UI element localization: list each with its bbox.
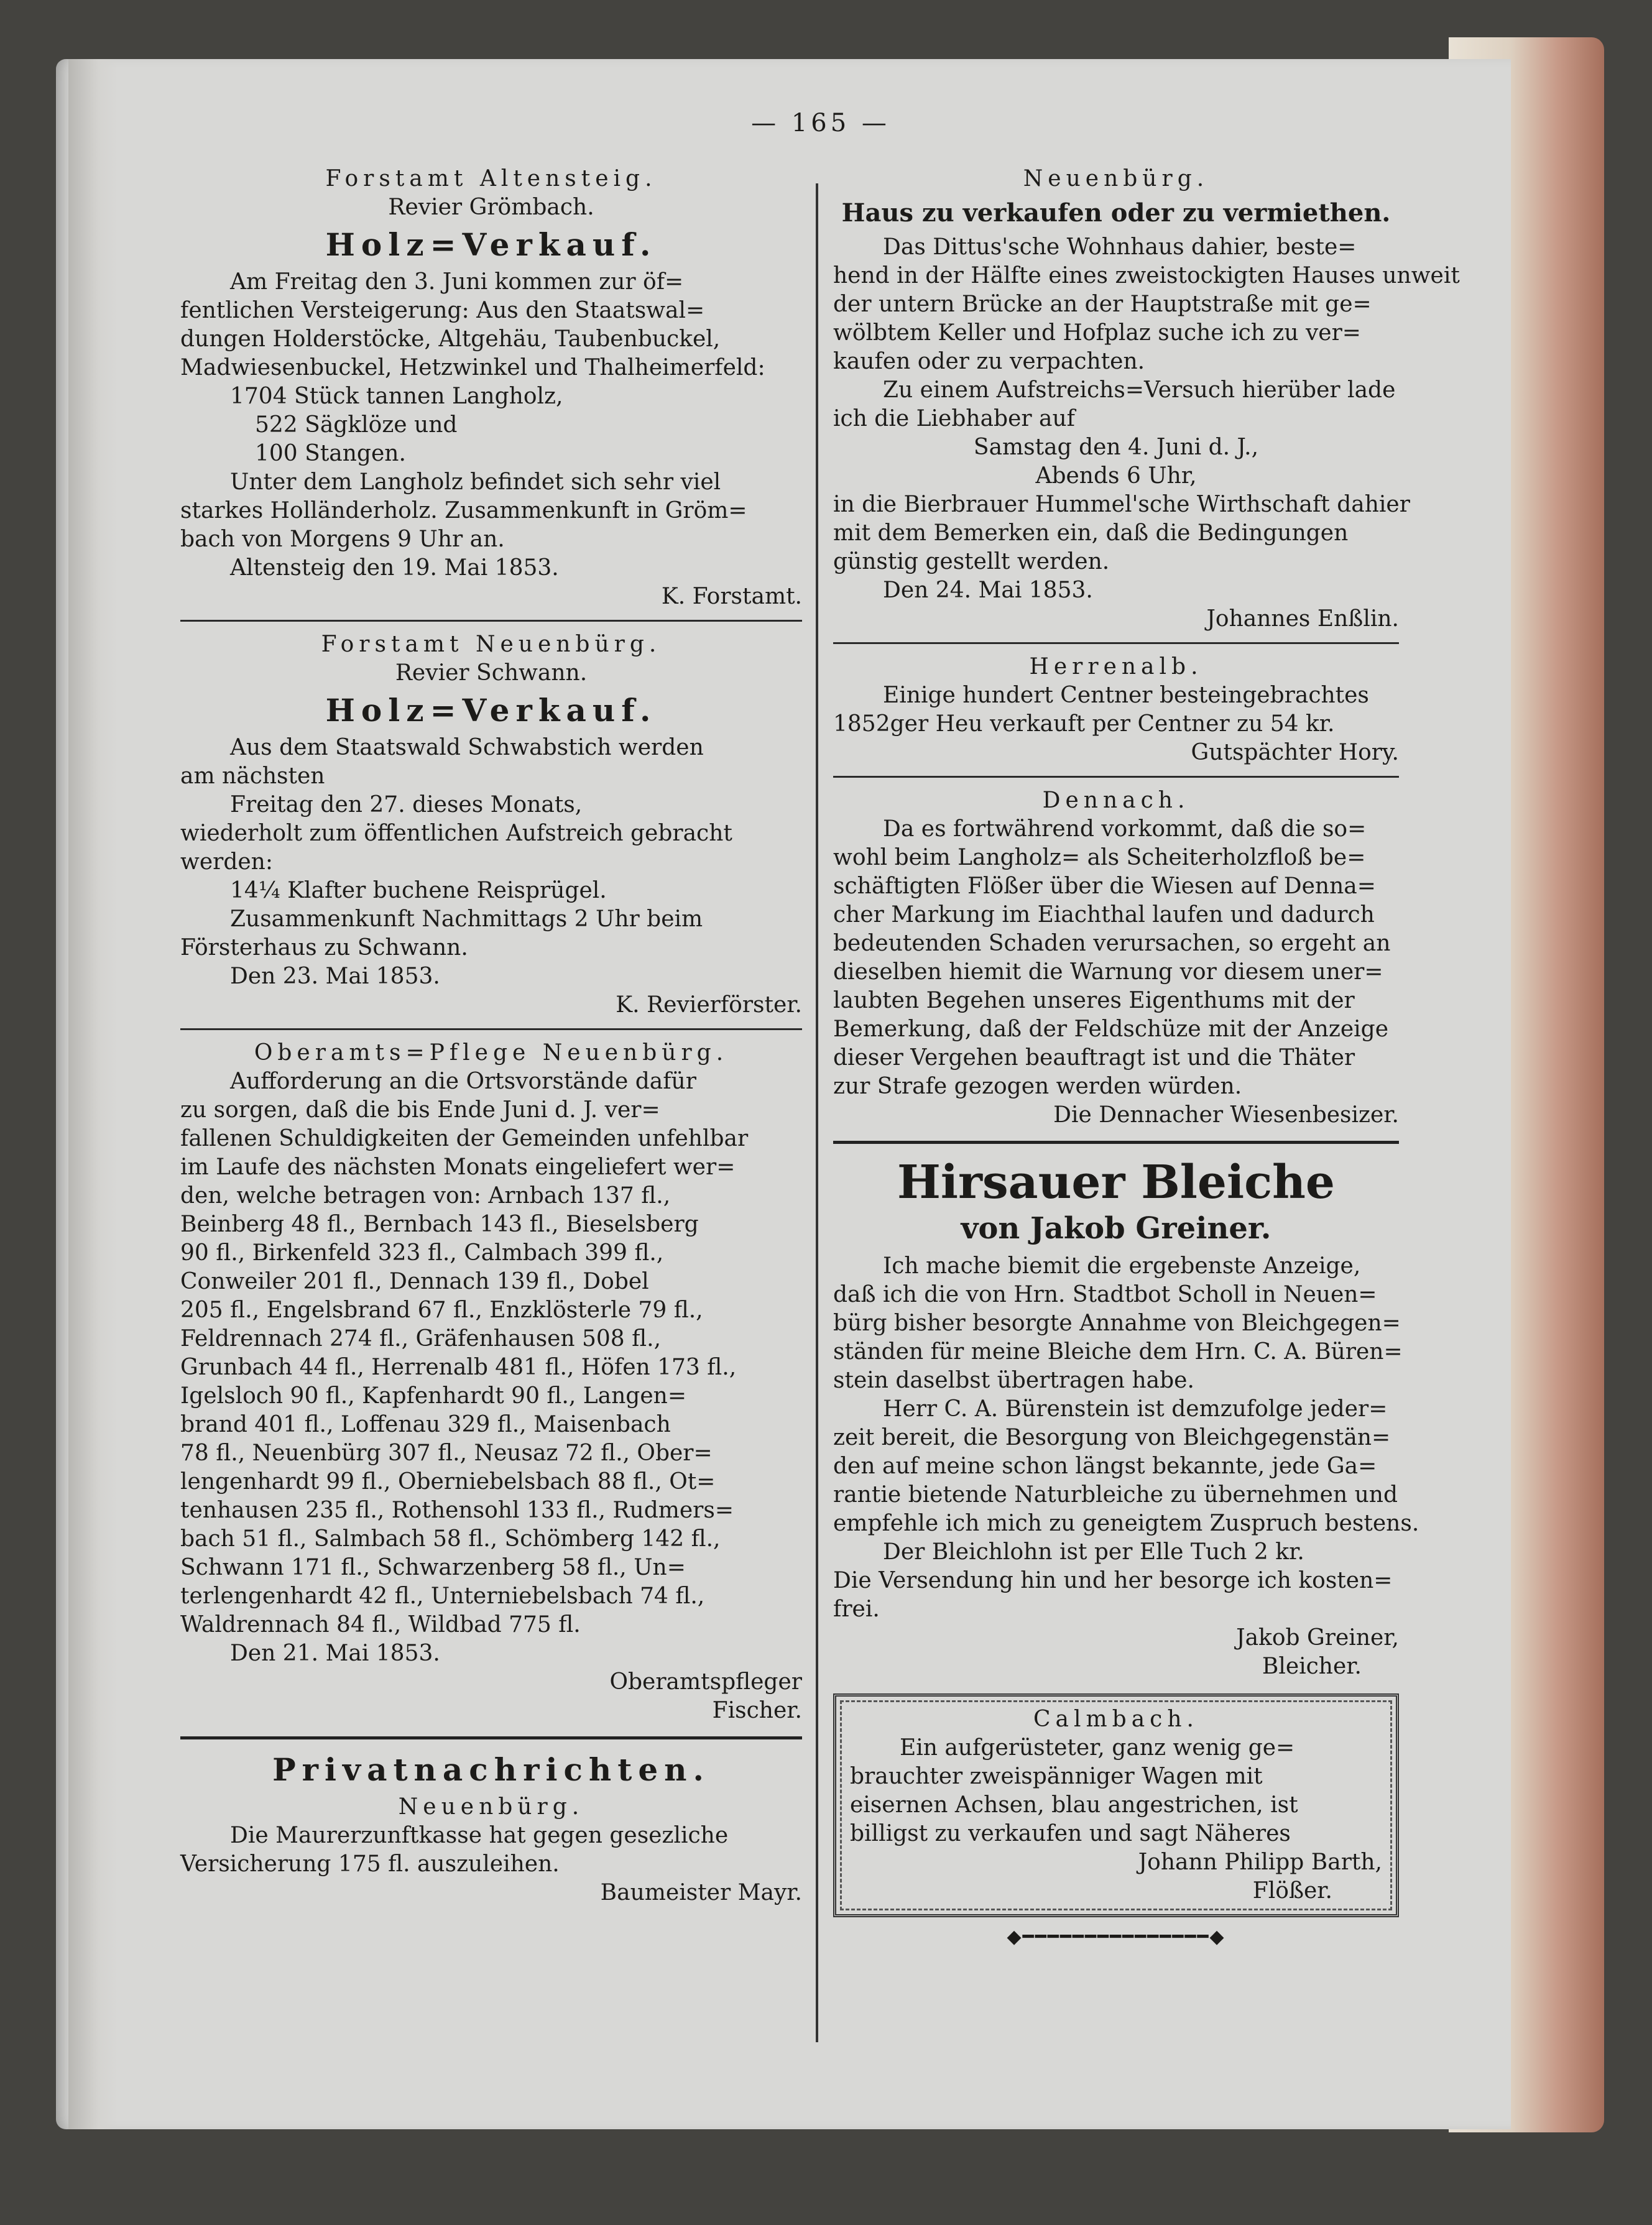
notice-line: schäftigten Flößer über die Wiesen auf Denna= xyxy=(833,873,1376,899)
notice-signature: Flößer. xyxy=(1252,1878,1332,1904)
advert-line: zeit bereit, die Besorgung von Bleichgegenstän= xyxy=(833,1425,1391,1450)
notice-title: Holz=Verkauf. xyxy=(325,692,657,729)
notice-office: Forstamt Altensteig. xyxy=(325,166,657,191)
advert-line: frei. xyxy=(833,1596,880,1622)
advert-line: den auf meine schon längst bekannte, jede Ga= xyxy=(833,1453,1377,1479)
notice-line: Das Dittus'sche Wohnhaus dahier, beste= xyxy=(883,234,1357,260)
notice-line: werden: xyxy=(180,849,273,875)
notice-line: Försterhaus zu Schwann. xyxy=(180,935,468,960)
newspaper-page xyxy=(56,59,1511,2129)
notice-herrenalb xyxy=(833,653,1399,767)
notice-line: zu sorgen, daß die bis Ende Juni d. J. ver= xyxy=(180,1097,660,1123)
notice-line: im Laufe des nächsten Monats eingeliefert wer= xyxy=(180,1154,736,1180)
notice-line: wiederholt zum öffentlichen Aufstreich gebracht xyxy=(180,821,732,846)
notice-line: Feldrennach 274 fl., Gräfenhausen 508 fl., xyxy=(180,1326,662,1352)
notice-title: Haus zu verkaufen oder zu vermiethen. xyxy=(841,198,1391,228)
notice-line: ich die Liebhaber auf xyxy=(833,406,1076,431)
advert-line: rantie bietende Naturbleiche zu übernehmen und xyxy=(833,1482,1398,1508)
notice-line: hend in der Hälfte eines zweistockigten Hauses unweit xyxy=(833,263,1460,288)
separator-rule xyxy=(180,620,802,622)
notice-line: bach 51 fl., Salmbach 58 fl., Schömberg 142 fl., xyxy=(180,1526,721,1552)
notice-date: Altensteig den 19. Mai 1853. xyxy=(230,555,559,581)
notice-line: fentlichen Versteigerung: Aus den Staatswal= xyxy=(180,298,705,323)
notice-signature: Fischer. xyxy=(712,1698,802,1723)
advert-line: empfehle ich mich zu geneigtem Zuspruch bestens. xyxy=(833,1511,1419,1536)
separator-rule xyxy=(833,642,1399,644)
notice-signature: Baumeister Mayr. xyxy=(600,1880,802,1905)
notice-line: Zu einem Aufstreichs=Versuch hierüber lade xyxy=(883,377,1396,403)
notice-signature: Gutspächter Hory. xyxy=(1191,740,1399,765)
advert-signature: Bleicher. xyxy=(1262,1654,1362,1679)
notice-line: 78 fl., Neuenbürg 307 fl., Neusaz 72 fl., Ober= xyxy=(180,1440,713,1466)
advert-line: daß ich die von Hrn. Stadtbot Scholl in Neuen= xyxy=(833,1282,1377,1307)
notice-line: Da es fortwährend vorkommt, daß die so= xyxy=(883,816,1367,842)
separator-rule xyxy=(833,1141,1399,1144)
notice-forstamt-neuenbuerg xyxy=(180,630,802,1020)
advert-line: Die Versendung hin und her besorge ich kosten= xyxy=(833,1568,1393,1593)
notice-line: Schwann 171 fl., Schwarzenberg 58 fl., Un= xyxy=(180,1555,686,1580)
notice-line: Ein aufgerüsteter, ganz wenig ge= xyxy=(900,1735,1295,1761)
notice-line: Unter dem Langholz befindet sich sehr viel xyxy=(230,469,721,495)
notice-line: Conweiler 201 fl., Dennach 139 fl., Dobel xyxy=(180,1269,649,1294)
notice-line: Versicherung 175 fl. auszuleihen. xyxy=(180,1851,560,1877)
notice-maurerzunftkasse xyxy=(180,1793,802,1907)
notice-item: 100 Stangen. xyxy=(255,441,406,466)
notice-line: lengenhardt 99 fl., Oberniebelsbach 88 fl., Ot= xyxy=(180,1469,716,1495)
notice-line: dungen Holderstöcke, Altgehäu, Taubenbuckel, xyxy=(180,326,721,352)
advert-line: Der Bleichlohn ist per Elle Tuch 2 kr. xyxy=(883,1539,1304,1565)
notice-line: Zusammenkunft Nachmittags 2 Uhr beim xyxy=(230,906,703,932)
separator-rule xyxy=(833,776,1399,778)
notice-dennach xyxy=(833,786,1399,1130)
notice-line: Aus dem Staatswald Schwabstich werden xyxy=(230,735,704,760)
notice-line: cher Markung im Eiachthal laufen und dadurch xyxy=(833,902,1375,928)
page-number: — 165 — xyxy=(751,109,890,137)
notice-line: eisernen Achsen, blau angestrichen, ist xyxy=(850,1792,1298,1818)
notice-line: brand 401 fl., Loffenau 329 fl., Maisenbach xyxy=(180,1412,671,1437)
notice-place: Herrenalb. xyxy=(1029,654,1203,679)
notice-line: wölbtem Keller und Hofplaz suche ich zu ver= xyxy=(833,320,1361,346)
notice-district: Revier Schwann. xyxy=(395,660,588,686)
notice-line: Einige hundert Centner besteingebrachtes xyxy=(883,683,1369,708)
notice-line: der untern Brücke an der Hauptstraße mit ge= xyxy=(833,292,1372,317)
notice-line: brauchter zweispänniger Wagen mit xyxy=(850,1764,1263,1789)
page-gutter xyxy=(68,59,118,2129)
section-title: Privatnachrichten. xyxy=(272,1751,710,1788)
advert-hirsauer-bleiche xyxy=(833,1155,1419,1681)
notice-line: kaufen oder zu verpachten. xyxy=(833,349,1145,374)
notice-signature: Johannes Enßlin. xyxy=(1206,606,1399,632)
advert-line: ständen für meine Bleiche dem Hrn. C. A. Büren= xyxy=(833,1339,1403,1365)
notice-line: starkes Holländerholz. Zusammenkunft in Gröm= xyxy=(180,498,747,523)
notice-district: Revier Grömbach. xyxy=(388,195,594,220)
notice-line: dieser Vergehen beauftragt ist und die Thäter xyxy=(833,1045,1355,1071)
separator-rule xyxy=(180,1028,802,1030)
notice-line: 90 fl., Birkenfeld 323 fl., Calmbach 399 fl., xyxy=(180,1240,664,1266)
ornamental-divider: ◆━━━━━━━━━━━━━━━◆ xyxy=(1007,1926,1225,1948)
notice-place: Calmbach. xyxy=(1033,1707,1199,1732)
notice-signature: K. Forstamt. xyxy=(661,584,802,609)
notice-place: Dennach. xyxy=(1042,788,1190,813)
notice-line: Madwiesenbuckel, Hetzwinkel und Thalheimerfeld: xyxy=(180,355,765,380)
notice-line: tenhausen 235 fl., Rothensohl 133 fl., Rudmers= xyxy=(180,1498,734,1523)
advert-line: Herr C. A. Bürenstein ist demzufolge jeder= xyxy=(883,1396,1388,1422)
left-column xyxy=(180,165,802,1907)
advert-line: Ich mache biemit die ergebenste Anzeige, xyxy=(883,1253,1361,1279)
notice-line: Am Freitag den 3. Juni kommen zur öf= xyxy=(230,269,684,295)
notice-line: Freitag den 27. dieses Monats, xyxy=(230,792,583,818)
notice-signature: K. Revierförster. xyxy=(616,992,802,1018)
notice-line: den, welche betragen von: Arnbach 137 fl., xyxy=(180,1183,671,1209)
notice-line: Die Maurerzunftkasse hat gegen gesezliche xyxy=(230,1823,729,1848)
notice-line: am nächsten xyxy=(180,763,325,789)
notice-line: laubten Begehen unseres Eigenthums mit der xyxy=(833,988,1355,1013)
notice-date: Den 24. Mai 1853. xyxy=(883,578,1093,603)
notice-line: zur Strafe gezogen werden würden. xyxy=(833,1074,1242,1099)
notice-line: 205 fl., Engelsbrand 67 fl., Enzklösterle 79 fl., xyxy=(180,1297,703,1323)
notice-line: bedeutenden Schaden verursachen, so ergeht an xyxy=(833,931,1391,956)
notice-signature: Johann Philipp Barth, xyxy=(1138,1850,1382,1875)
notice-oberamtspflege xyxy=(180,1039,802,1725)
notice-line: Aufforderung an die Ortsvorstände dafür xyxy=(230,1069,696,1094)
notice-line: günstig gestellt werden. xyxy=(833,549,1110,574)
notice-line: Beinberg 48 fl., Bernbach 143 fl., Bieselsberg xyxy=(180,1212,699,1237)
notice-item: 1704 Stück tannen Langholz, xyxy=(230,384,563,409)
notice-line: 1852ger Heu verkauft per Centner zu 54 kr. xyxy=(833,711,1335,737)
notice-line: terlengenhardt 42 fl., Unterniebelsbach 74 fl., xyxy=(180,1583,705,1609)
notice-title: Holz=Verkauf. xyxy=(325,226,657,263)
notice-line: Igelsloch 90 fl., Kapfenhardt 90 fl., Langen= xyxy=(180,1383,687,1409)
notice-date: Den 21. Mai 1853. xyxy=(230,1641,440,1666)
notice-item: 14¼ Klafter buchene Reisprügel. xyxy=(230,878,607,903)
notice-line: Waldrennach 84 fl., Wildbad 775 fl. xyxy=(180,1612,581,1638)
notice-haus-verkauf xyxy=(833,165,1460,633)
notice-date: Den 23. Mai 1853. xyxy=(230,964,440,989)
right-column xyxy=(833,165,1460,1948)
notice-office: Forstamt Neuenbürg. xyxy=(321,632,662,657)
separator-rule xyxy=(180,1736,802,1739)
notice-place: Neuenbürg. xyxy=(398,1794,584,1820)
advert-signature: Jakob Greiner, xyxy=(1236,1625,1399,1651)
notice-forstamt-altensteig xyxy=(180,165,802,611)
notice-office: Oberamts=Pflege Neuenbürg. xyxy=(254,1040,729,1066)
notice-line: fallenen Schuldigkeiten der Gemeinden unfehlbar xyxy=(180,1126,749,1151)
notice-line: Grunbach 44 fl., Herrenalb 481 fl., Höfen 173 fl., xyxy=(180,1355,737,1380)
column-divider xyxy=(816,183,818,2042)
notice-line: dieselben hiemit die Warnung vor diesem uner= xyxy=(833,959,1383,985)
notice-line: Bemerkung, daß der Feldschüze mit der Anzeige xyxy=(833,1016,1389,1042)
notice-line: billigst zu verkaufen und sagt Näheres xyxy=(850,1821,1291,1846)
notice-signature: Oberamtspfleger xyxy=(609,1669,802,1695)
notice-place: Neuenbürg. xyxy=(1023,166,1209,191)
notice-line: in die Bierbrauer Hummel'sche Wirthschaft dahier xyxy=(833,492,1410,517)
notice-when: Abends 6 Uhr, xyxy=(1035,463,1197,489)
notice-line: wohl beim Langholz= als Scheiterholzfloß be= xyxy=(833,845,1366,870)
notice-signature: Die Dennacher Wiesenbesizer. xyxy=(1053,1102,1399,1128)
notice-when: Samstag den 4. Juni d. J., xyxy=(973,435,1259,460)
advert-title: Hirsauer Bleiche xyxy=(897,1156,1336,1209)
advert-line: stein daselbst übertragen habe. xyxy=(833,1368,1194,1393)
notice-item: 522 Sägklöze und xyxy=(255,412,458,438)
advert-line: bürg bisher besorgte Annahme von Bleichgegen= xyxy=(833,1311,1401,1336)
advert-subtitle: von Jakob Greiner. xyxy=(961,1211,1271,1246)
notice-line: mit dem Bemerken ein, daß die Bedingungen xyxy=(833,520,1349,546)
notice-line: bach von Morgens 9 Uhr an. xyxy=(180,527,505,552)
bordered-notice-calmbach xyxy=(833,1693,1399,1917)
